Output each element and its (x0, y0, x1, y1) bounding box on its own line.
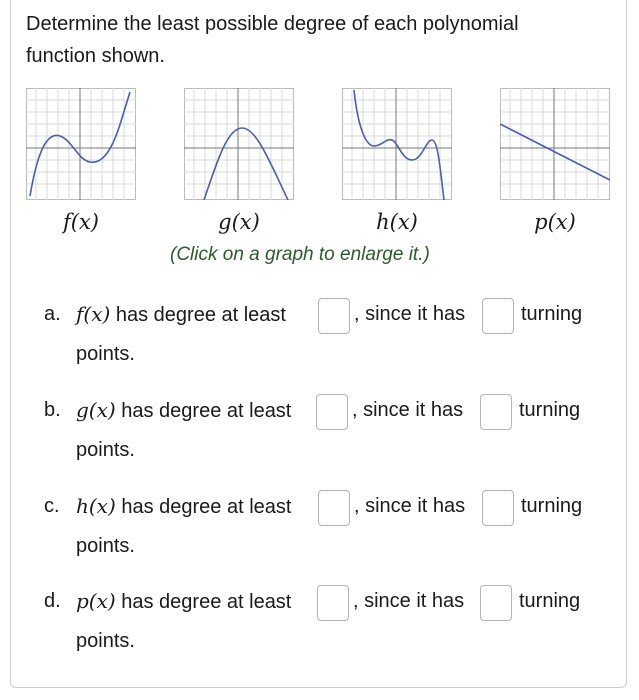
question-letter: c. (44, 495, 60, 517)
question-letter: a. (44, 303, 61, 325)
function-name: f(x) (76, 302, 111, 326)
function-name: g(x) (76, 398, 116, 422)
turning-points-input-c[interactable] (482, 490, 514, 526)
degree-input-d[interactable] (317, 585, 349, 621)
turning-points-input-d[interactable] (480, 585, 512, 621)
turning-points-input-b[interactable] (480, 394, 512, 430)
graph-p-thumbnail[interactable] (500, 88, 610, 200)
degree-input-b[interactable] (316, 394, 348, 430)
graph-h-label: h(x) (376, 210, 418, 234)
function-name: p(x) (76, 589, 116, 613)
graph-f-thumbnail[interactable] (26, 88, 136, 200)
graph-p-label: p(x) (534, 210, 576, 234)
turning-points-input-a[interactable] (482, 298, 514, 334)
graph-f-plot (26, 88, 136, 200)
question-letter: d. (44, 590, 61, 612)
question-prompt: Determine the least possible degree of each polynomial function shown. (26, 13, 519, 67)
graph-h-thumbnail[interactable] (342, 88, 452, 200)
function-name: h(x) (76, 494, 116, 518)
degree-input-a[interactable] (318, 298, 350, 334)
graph-g-thumbnail[interactable] (184, 88, 294, 200)
graph-p-plot (500, 88, 610, 200)
graph-f-label: f(x) (62, 210, 99, 234)
enlarge-hint: (Click on a graph to enlarge it.) (170, 244, 430, 265)
graph-g-plot (184, 88, 294, 200)
graph-g-label: g(x) (218, 210, 260, 234)
graph-h-plot (342, 88, 452, 200)
question-letter: b. (44, 399, 61, 421)
degree-input-c[interactable] (318, 490, 350, 526)
